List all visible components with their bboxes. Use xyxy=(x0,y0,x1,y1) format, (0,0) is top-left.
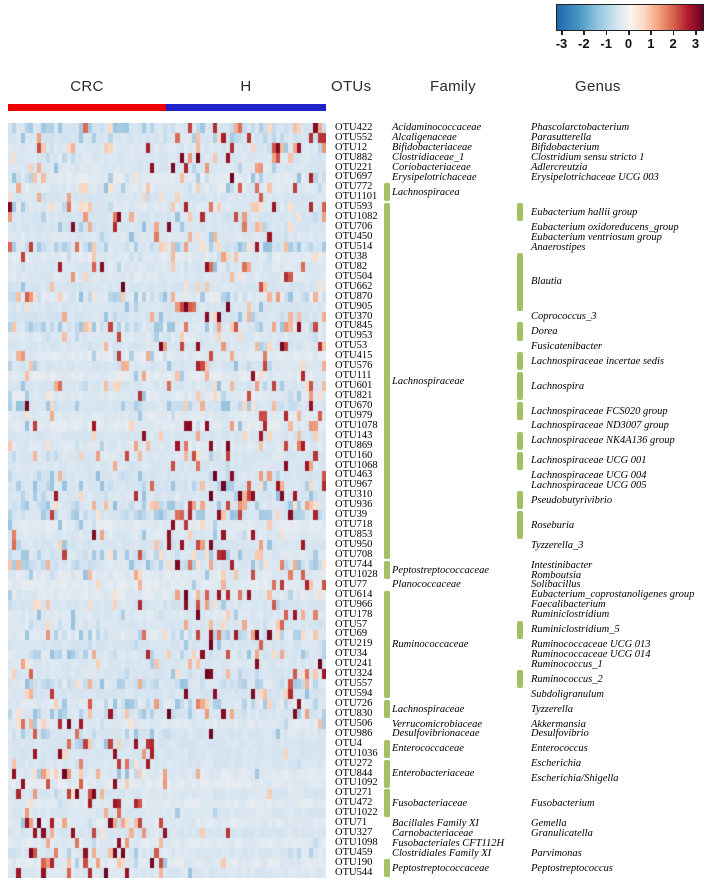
otu-label: OTU324 xyxy=(335,668,373,680)
genus-label: Eubacterium ventriosum group xyxy=(531,231,662,243)
genus-label: Lachnospira xyxy=(531,380,585,392)
otu-label: OTU160 xyxy=(335,449,373,461)
genus-label: Pseudobutyrivibrio xyxy=(531,495,613,506)
colorbar-tick xyxy=(695,30,697,35)
genus-label: Parvimonas xyxy=(531,847,582,859)
colorbar-gradient xyxy=(556,4,704,31)
otu-label: OTU463 xyxy=(335,469,373,481)
genus-label: Peptostreptococcus xyxy=(531,862,613,874)
genus-group-bar xyxy=(517,253,523,311)
genus-group-bar xyxy=(517,491,523,509)
otu-label: OTU1101 xyxy=(335,191,378,203)
otu-label: OTU77 xyxy=(335,578,368,590)
otu-label: OTU82 xyxy=(335,260,368,272)
otu-label: OTU726 xyxy=(335,697,373,709)
genus-label: Intestinibacter xyxy=(531,559,593,571)
genus-group-bar xyxy=(517,352,523,370)
genus-label: Desulfovibrio xyxy=(531,728,589,740)
family-group-bar xyxy=(384,789,390,817)
family-label: Fusobacteriaceae xyxy=(392,797,468,809)
family-label: Planococcaceae xyxy=(392,579,461,591)
genus-label: Tyzzerella xyxy=(531,703,573,715)
genus-label: Granulicatella xyxy=(531,827,593,839)
family-label: Alcaligenaceae xyxy=(392,132,457,144)
genus-label: Lachnospiraceae UCG 005 xyxy=(531,480,647,492)
genus-label: Eubacterium oxidoreducens_group xyxy=(531,221,679,233)
column-header-family: Family xyxy=(430,78,476,95)
otu-label: OTU415 xyxy=(335,350,373,362)
otu-label: OTU870 xyxy=(335,290,373,302)
family-label: Enterococcaceae xyxy=(392,743,464,755)
colorbar-tick-label: -2 xyxy=(578,36,590,51)
colorbar-tick xyxy=(673,30,675,35)
otu-label: OTU69 xyxy=(335,628,368,640)
otu-label: OTU552 xyxy=(335,131,373,143)
genus-label: Phascolarctobacterium xyxy=(531,122,630,134)
family-label: Bifidobacteriaceae xyxy=(392,142,472,154)
otu-label: OTU1028 xyxy=(335,568,378,580)
family-label: Lachnospiraceae xyxy=(392,703,465,715)
otu-label: OTU38 xyxy=(335,250,368,262)
family-group-bar xyxy=(384,561,390,579)
otu-label: OTU966 xyxy=(335,598,373,610)
family-group-bar xyxy=(384,859,390,877)
otu-label: OTU950 xyxy=(335,539,373,551)
otu-label: OTU178 xyxy=(335,608,373,620)
otu-label: OTU708 xyxy=(335,548,373,560)
otu-label: OTU601 xyxy=(335,380,373,392)
genus-label: Lachnospiraceae UCG 001 xyxy=(531,455,647,467)
column-header-genus: Genus xyxy=(575,78,621,95)
family-label: Clostridiaceae_1 xyxy=(392,152,465,164)
otu-label: OTU697 xyxy=(335,171,373,183)
genus-label: Lachnospiraceae UCG 004 xyxy=(531,470,647,482)
genus-group-bar xyxy=(517,372,523,400)
family-group-bar xyxy=(384,740,390,758)
genus-label: Fusicatenibacter xyxy=(531,341,603,353)
genus-label: Adlercreutzia xyxy=(531,162,588,174)
otu-label: OTU1068 xyxy=(335,459,378,471)
otu-label: OTU557 xyxy=(335,678,373,690)
family-label: Erysipelotrichaceae xyxy=(392,172,477,184)
genus-group-bar xyxy=(517,452,523,470)
group-label-h: H xyxy=(240,78,252,95)
family-label: Acidaminococcaceae xyxy=(392,122,482,134)
family-label: Enterobacteriaceae xyxy=(392,768,475,780)
family-group-bar xyxy=(384,760,390,788)
family-group-bar xyxy=(384,203,390,559)
family-label: Carnobacteriaceae xyxy=(392,827,474,839)
family-group-bar xyxy=(384,183,390,201)
otu-label: OTU221 xyxy=(335,161,373,173)
otu-label: OTU271 xyxy=(335,787,373,799)
family-label: Desulfovibrionaceae xyxy=(392,728,480,740)
otu-label: OTU593 xyxy=(335,201,373,213)
otu-label: OTU506 xyxy=(335,717,373,729)
otu-label: OTU422 xyxy=(335,121,373,133)
genus-label: Erysipelotrichaceae UCG 003 xyxy=(531,172,659,184)
otu-label: OTU190 xyxy=(335,856,373,868)
otu-label: OTU111 xyxy=(335,370,372,382)
otu-label: OTU936 xyxy=(335,499,373,511)
colorbar-tick-label: 3 xyxy=(691,36,700,51)
genus-label: Lachnospiraceae ND3007 group xyxy=(531,420,669,432)
otu-label: OTU504 xyxy=(335,270,373,282)
family-label: Clostridiales Family XI xyxy=(392,847,492,859)
family-label: Peptostreptococcaceae xyxy=(392,564,489,576)
colorbar-tick xyxy=(628,30,630,35)
colorbar-tick xyxy=(650,30,652,35)
genus-label: Parasutterella xyxy=(531,132,592,144)
genus-label: Ruminococcaceae UCG 014 xyxy=(531,648,651,660)
genus-label: Gemella xyxy=(531,817,567,829)
family-label: Lachnospiraceae xyxy=(392,375,465,387)
otu-label: OTU1092 xyxy=(335,777,378,789)
otu-label: OTU241 xyxy=(335,658,373,670)
genus-label: Blautia xyxy=(531,276,562,288)
otu-label: OTU71 xyxy=(335,817,368,829)
otu-label: OTU459 xyxy=(335,846,373,858)
otu-label: OTU905 xyxy=(335,300,373,312)
genus-label: Anaerostipes xyxy=(531,241,586,253)
otu-label: OTU57 xyxy=(335,618,368,630)
group-bar-h xyxy=(166,104,326,111)
genus-label: Ruminiclostridium_5 xyxy=(531,624,620,636)
genus-group-bar xyxy=(517,203,523,221)
family-label: Ruminococcaceae xyxy=(392,639,469,651)
colorbar-tick xyxy=(606,30,608,35)
genus-label: Lachnospiraceae NK4A136 group xyxy=(531,435,675,447)
otu-label: OTU986 xyxy=(335,727,373,739)
otu-label: OTU953 xyxy=(335,330,373,342)
otu-label: OTU670 xyxy=(335,399,373,411)
genus-label: Akkermansia xyxy=(531,718,586,730)
otu-label: OTU370 xyxy=(335,310,373,322)
genus-label: Solibacillus xyxy=(531,579,581,591)
otu-label: OTU830 xyxy=(335,707,373,719)
genus-label: Ruminococcaceae UCG 013 xyxy=(531,639,651,651)
genus-group-bar xyxy=(517,621,523,639)
otu-label: OTU272 xyxy=(335,757,373,769)
group-label-crc: CRC xyxy=(70,78,104,95)
otu-label: OTU327 xyxy=(335,827,373,839)
otu-label: OTU772 xyxy=(335,181,373,193)
otu-label: OTU744 xyxy=(335,558,373,570)
otu-label: OTU1036 xyxy=(335,747,378,759)
genus-label: Lachnospiraceae incertae sedis xyxy=(531,355,664,367)
otu-label: OTU1082 xyxy=(335,211,378,223)
otu-label: OTU34 xyxy=(335,648,368,660)
otu-label: OTU143 xyxy=(335,429,373,441)
genus-label: Faecalibacterium xyxy=(531,599,606,611)
genus-label: Ruminiclostridium xyxy=(531,609,610,621)
genus-label: Ruminococcus_1 xyxy=(531,658,603,670)
family-label: Bacillales Family XI xyxy=(392,817,479,829)
colorbar-tick-label: -1 xyxy=(600,36,612,51)
genus-group-bar xyxy=(517,322,523,340)
group-bar-crc xyxy=(8,104,166,111)
genus-label: Eubacterium hallii group xyxy=(531,206,638,218)
colorbar-tick-label: 1 xyxy=(647,36,655,51)
genus-group-bar xyxy=(517,402,523,420)
genus-label: Bifidobacterium xyxy=(531,142,600,154)
colorbar-tick xyxy=(561,30,563,35)
otu-label: OTU576 xyxy=(335,360,373,372)
colorbar-tick-label: 2 xyxy=(669,36,677,51)
otu-label: OTU450 xyxy=(335,231,373,243)
genus-label: Fusobacterium xyxy=(531,797,595,809)
colorbar-tick-label: 0 xyxy=(624,36,633,51)
genus-label: Dorea xyxy=(531,326,558,338)
genus-label: Coprococcus_3 xyxy=(531,311,597,323)
genus-label: Tyzzerella_3 xyxy=(531,539,584,551)
otu-label: OTU4 xyxy=(335,737,362,749)
otu-label: OTU882 xyxy=(335,151,373,163)
otu-label: OTU1098 xyxy=(335,837,378,849)
genus-label: Enterococcus xyxy=(531,743,588,755)
otu-label: OTU706 xyxy=(335,221,373,233)
otu-label: OTU718 xyxy=(335,519,373,531)
colorbar-tick-label: -3 xyxy=(555,36,568,51)
otu-label: OTU39 xyxy=(335,509,368,521)
family-label: Coriobacteriaceae xyxy=(392,162,471,174)
otu-label: OTU967 xyxy=(335,479,373,491)
genus-label: Ruminococcus_2 xyxy=(531,673,603,685)
otu-label: OTU1022 xyxy=(335,807,378,819)
otu-label: OTU662 xyxy=(335,280,373,292)
otu-label: OTU594 xyxy=(335,688,373,700)
heatmap-canvas xyxy=(8,123,326,878)
family-group-bar xyxy=(384,591,390,698)
otu-label: OTU844 xyxy=(335,767,373,779)
otu-label: OTU614 xyxy=(335,588,373,600)
genus-label: Roseburia xyxy=(531,519,575,531)
genus-label: Eubacterium_coprostanoligenes group xyxy=(531,589,695,601)
genus-label: Romboutsia xyxy=(531,569,582,581)
otu-label: OTU869 xyxy=(335,439,373,451)
genus-label: Clostridium sensu stricto 1 xyxy=(531,152,645,164)
family-label: Lachnospiracea xyxy=(392,187,460,199)
otu-label: OTU821 xyxy=(335,390,373,402)
otu-label: OTU219 xyxy=(335,638,373,650)
otu-label: OTU53 xyxy=(335,340,368,352)
genus-label: Lachnospiraceae FCS020 group xyxy=(531,405,668,417)
genus-label: Escherichia/Shigella xyxy=(531,773,619,785)
otu-label: OTU979 xyxy=(335,409,373,421)
family-label: Verrucomicrobiaceae xyxy=(392,718,482,730)
colorbar xyxy=(556,4,706,54)
column-header-otus: OTUs xyxy=(331,78,372,95)
genus-group-bar xyxy=(517,511,523,539)
colorbar-tick xyxy=(583,30,585,35)
genus-group-bar xyxy=(517,670,523,688)
otu-label: OTU544 xyxy=(335,866,373,878)
otu-label: OTU472 xyxy=(335,797,373,809)
otu-label: OTU514 xyxy=(335,241,373,252)
otu-label: OTU310 xyxy=(335,489,373,501)
genus-label: Subdoligranulum xyxy=(531,688,604,700)
family-label: Fusobacteriales CFT112H xyxy=(392,837,505,849)
otu-label: OTU845 xyxy=(335,320,373,332)
genus-group-bar xyxy=(517,432,523,450)
otu-label: OTU12 xyxy=(335,141,368,153)
otu-label: OTU1078 xyxy=(335,419,378,431)
genus-label: Escherichia xyxy=(531,758,582,770)
family-label: Peptostreptococcaceae xyxy=(392,862,489,874)
otu-label: OTU853 xyxy=(335,529,373,541)
family-group-bar xyxy=(384,700,390,718)
